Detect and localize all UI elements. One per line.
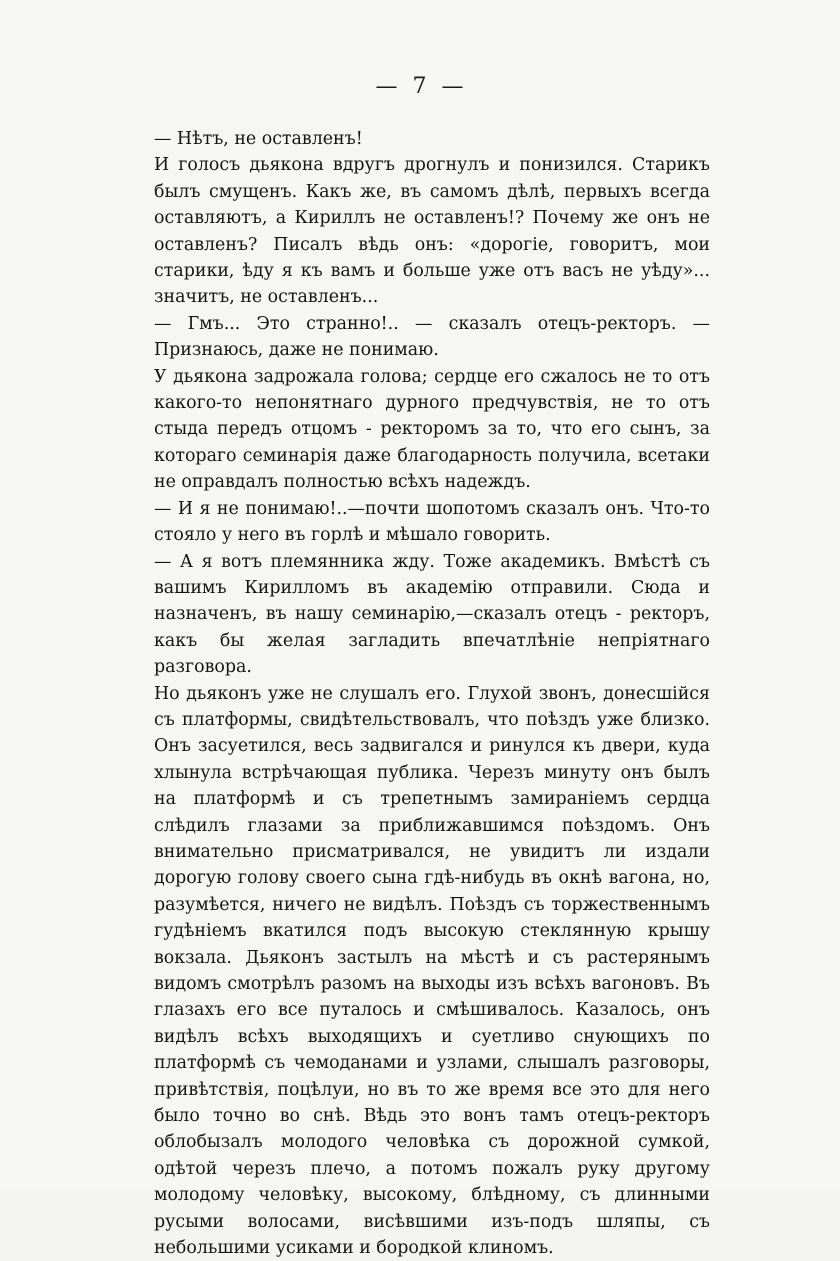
page-number-right-dash: —	[441, 74, 465, 99]
paragraph: У дьякона задрожала голова; сердце его сжалось не то отъ какого-то непонятнаго дурного предчувствія, не то отъ стыда передъ отцомъ - ректоромъ за то, что его сынъ, за котораго семинарія даже благодарность получила, всетаки не оправдалъ полностью всѣхъ надеждъ.	[154, 366, 710, 493]
page-number-header	[0, 74, 840, 99]
page-number-left-dash: —	[375, 74, 399, 99]
page-number: 7	[412, 74, 428, 99]
paragraph: — Нѣтъ, не оставленъ!	[154, 129, 363, 149]
paragraph: — А я вотъ племянника жду. Тоже академикъ. Вмѣстѣ съ вашимъ Кирилломъ въ академію отправили. Сюда и назначенъ, въ нашу семинарію,—сказалъ отецъ - ректоръ, какъ бы желая загладить впечатлѣніе непріятнаго разговора.	[154, 551, 710, 678]
paragraph: Но дьяконъ уже не слушалъ его. Глухой звонъ, донесшійся съ платформы, свидѣтельствовалъ, что поѣздъ уже близко. Онъ засуетился, весь задвигался и ринулся къ двери, куда хлынула встрѣчающая публика. Черезъ минуту онъ былъ на платформѣ и съ трепетнымъ замираніемъ сердца слѣдилъ глазами за приближавшимся поѣздомъ. Онъ внимательно присматривался, не увидитъ ли издали дорогую голову своего сына гдѣ-нибудь въ окнѣ вагона, но, разумѣется, ничего не видѣлъ. Поѣздъ съ торжественнымъ гудѣніемъ вкатился подъ высокую стеклянную крышу вокзала. Дьяконъ застылъ на мѣстѣ и съ растерянымъ видомъ смотрѣлъ разомъ на выходы изъ всѣхъ вагоновъ. Въ глазахъ его все путалось и смѣшивалось. Казалось, онъ видѣлъ всѣхъ выходящихъ и суетливо снующихъ по платформѣ съ чемоданами и узлами, слышалъ разговоры, привѣтствія, поцѣлуи, но въ то же время все это для него было точно во снѣ. Вѣдь это вонъ тамъ отецъ-ректоръ облобызалъ молодого человѣка съ дорожной сумкой, одѣтой черезъ плечо, а потомъ пожалъ руку другому молодому человѣку, высокому, блѣдному, съ длинными русыми волосами, висѣвшими изъ-подъ шляпы, съ небольшими усиками и бородкой клиномъ.	[154, 683, 710, 1259]
paragraph: — Гмъ... Это странно!.. — сказалъ отецъ-ректоръ. — Признаюсь, даже не понимаю.	[154, 313, 710, 361]
paragraph: И голосъ дьякона вдругъ дрогнулъ и понизился. Старикъ былъ смущенъ. Какъ же, въ самомъ дѣлѣ, первыхъ всегда оставляютъ, а Кириллъ не оставленъ!? Почему же онъ не оставленъ? Писалъ вѣдь онъ: «дорогіе, говоритъ, мои старики, ѣду я къ вамъ и больше уже отъ васъ не уѣду»... значитъ, не оставленъ...	[154, 155, 710, 308]
paragraph: — И я не понимаю!..—почти шопотомъ сказалъ онъ. Что-то стояло у него въ горлѣ и мѣшало говорить.	[154, 498, 710, 546]
body-text	[154, 126, 710, 1261]
